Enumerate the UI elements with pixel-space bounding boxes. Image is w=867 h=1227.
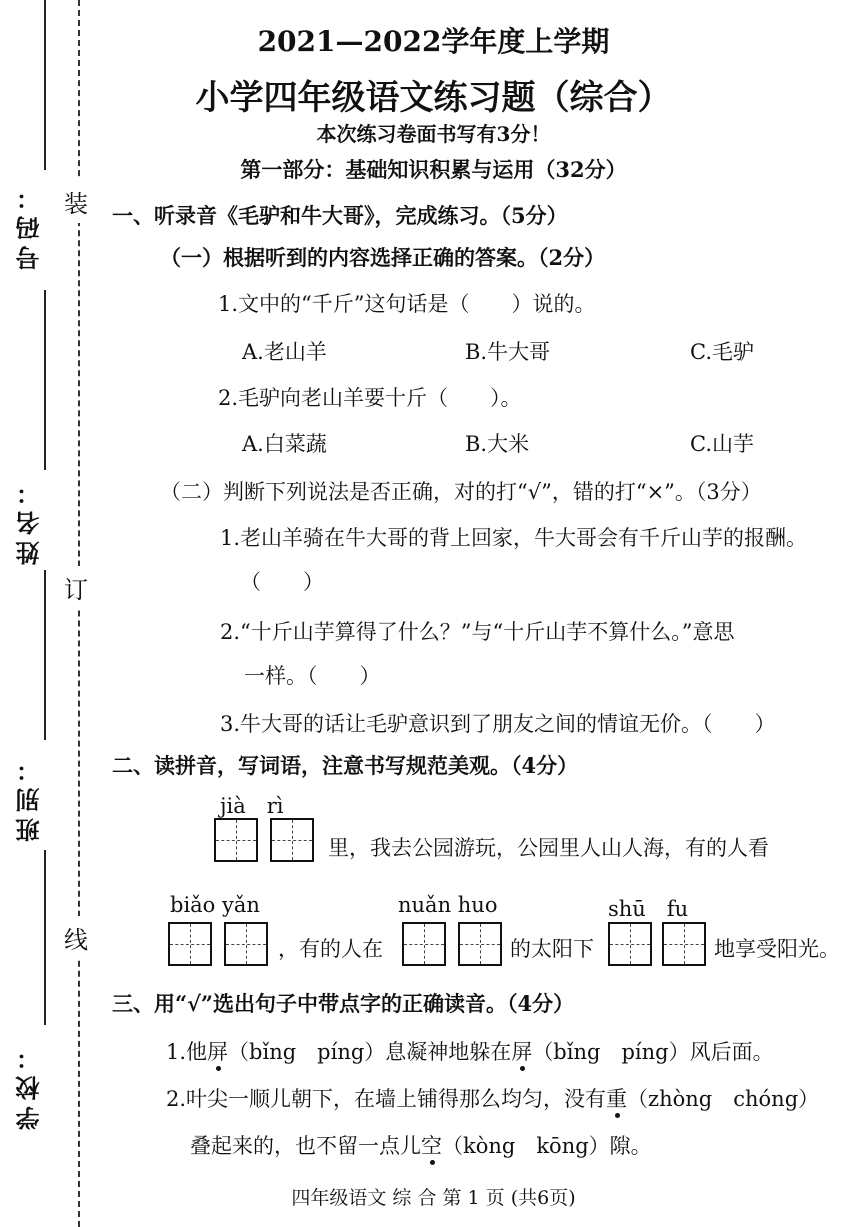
section-1-sub2: （二）判断下列说法是否正确，对的打“√”，错的打“×”。（3分） bbox=[160, 480, 762, 504]
writing-box[interactable] bbox=[214, 818, 258, 862]
choice-text[interactable]: （bǐng píng）息凝神地躲在 bbox=[228, 1040, 512, 1064]
question-1: 1.文中的“千斤”这句话是（ ）说的。 bbox=[218, 292, 596, 316]
passage-line-1: 里，我去公园游玩，公园里人山人海，有的人看 bbox=[328, 836, 769, 860]
question-2: 2.毛驴向老山羊要十斤（ ）。 bbox=[218, 386, 522, 410]
part-heading: 第一部分：基础知识积累与运用（32分） bbox=[240, 157, 627, 182]
pinyin-shufu: shū fu bbox=[608, 897, 689, 921]
name-label: 姓名： bbox=[15, 475, 44, 565]
binding-margin bbox=[0, 0, 110, 1227]
writing-box[interactable] bbox=[168, 922, 212, 966]
pinyin-nuanhuo: nuǎn huo bbox=[398, 893, 498, 917]
school-year: 2021—2022学年度上学期 bbox=[257, 25, 610, 58]
passage-text: 的太阳下 bbox=[510, 937, 594, 961]
binding-mark: 线 bbox=[64, 916, 88, 959]
section-3-heading: 三、用“√”选出句子中带点字的正确读音。（4分） bbox=[112, 991, 575, 1016]
judge-2-answer[interactable]: 一样。（ ） bbox=[244, 664, 381, 688]
id-label: 号码： bbox=[15, 180, 44, 270]
section-2-heading: 二、读拼音，写词语，注意书写规范美观。（4分） bbox=[112, 753, 579, 778]
writing-box[interactable] bbox=[458, 922, 502, 966]
section-1-heading: 一、听录音《毛驴和牛大哥》，完成练习。（5分） bbox=[112, 203, 568, 228]
judge-1: 1.老山羊骑在牛大哥的背上回家，牛大哥会有千斤山芋的报酬。 bbox=[220, 526, 808, 550]
q1-option-c[interactable]: C.毛驴 bbox=[690, 340, 754, 364]
margin-line bbox=[44, 570, 46, 740]
dotted-char: 屏 bbox=[511, 1040, 533, 1064]
section-1-sub1: （一）根据听到的内容选择正确的答案。（2分） bbox=[160, 245, 606, 270]
class-label: 班别： bbox=[15, 752, 44, 842]
text: 2.叶尖一顺儿朝下，在墙上铺得那么均匀，没有 bbox=[166, 1087, 607, 1111]
q1-option-b[interactable]: B.牛大哥 bbox=[465, 340, 551, 364]
q2-option-c[interactable]: C.山芋 bbox=[690, 432, 754, 456]
choice-text[interactable]: （zhòng chóng） bbox=[627, 1087, 820, 1111]
handwriting-note: 本次练习卷面书写有3分！ bbox=[316, 122, 551, 146]
judge-3: 3.牛大哥的话让毛驴意识到了朋友之间的情谊无价。（ ） bbox=[220, 712, 776, 736]
dotted-char: 空 bbox=[421, 1134, 442, 1158]
writing-box[interactable] bbox=[662, 922, 706, 966]
binding-mark: 订 bbox=[64, 566, 88, 609]
text: 叠起来的，也不留一点儿 bbox=[190, 1134, 421, 1158]
judge-1-answer[interactable]: （ ） bbox=[240, 570, 324, 594]
passage-text: ，有的人在 bbox=[278, 937, 383, 961]
margin-line bbox=[44, 290, 46, 470]
page-footer: 四年级语文 综 合 第 1 页 (共6页) bbox=[291, 1187, 576, 1209]
text: 1.他 bbox=[166, 1040, 208, 1064]
pronunciation-q2-cont bbox=[190, 1130, 652, 1160]
margin-line bbox=[44, 850, 46, 1025]
q2-option-a[interactable]: A.白菜蔬 bbox=[242, 432, 327, 456]
choice-text[interactable]: （kòng kōng）隙。 bbox=[442, 1134, 652, 1158]
passage-text: 地享受阳光。 bbox=[714, 937, 840, 961]
dotted-char: 重 bbox=[606, 1087, 628, 1111]
writing-box[interactable] bbox=[224, 922, 268, 966]
binding-mark: 装 bbox=[64, 180, 88, 223]
writing-box[interactable] bbox=[608, 922, 652, 966]
writing-box[interactable] bbox=[402, 922, 446, 966]
pronunciation-q1 bbox=[166, 1036, 774, 1066]
school-label: 学校： bbox=[15, 1040, 44, 1130]
pronunciation-q2 bbox=[166, 1083, 819, 1113]
page-title: 小学四年级语文练习题（综合） bbox=[195, 78, 672, 118]
q2-option-b[interactable]: B.大米 bbox=[465, 432, 530, 456]
choice-text[interactable]: （bǐng píng）风后面。 bbox=[532, 1040, 774, 1064]
judge-2: 2.“十斤山芋算得了什么？”与“十斤山芋不算什么。”意思 bbox=[220, 620, 735, 644]
writing-box[interactable] bbox=[270, 818, 314, 862]
q1-option-a[interactable]: A.老山羊 bbox=[242, 340, 327, 364]
pinyin-biaoyan: biǎo yǎn bbox=[170, 893, 260, 917]
pinyin-jiari: jià rì bbox=[220, 794, 284, 818]
dotted-char: 屏 bbox=[207, 1040, 229, 1064]
